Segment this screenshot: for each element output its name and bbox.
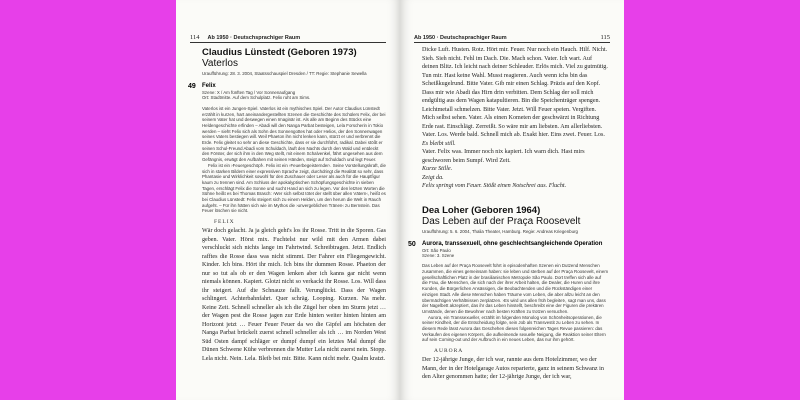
intro-paragraph: Felix ist ein ›Feuergeschöpf‹. Felix ist ein ›Feuerbegeisternder‹. Seine Vorstellungskraft, die sich in starken Bildern einer expressiven Sprache zeigt, durchdringt die Realität so sehr, dass Phantasie und Wirklichkeit sowohl für den Zuschauer oder Leser als auch für die Hauptfigur kaum zu trennen sind. Am Schluss der apokalyptischen Schöpfungsgeschichte in sieben Tagen, erschlägt Felix die Sonne und sucht Hand an sich zu legen. Vor den letzten Worten die Sühne heißt es bei Thomas Brasch: ›Wer sich selbst tötet der stellt über allen Vätern‹, heißt es bei Claudius Lünstedt: Felix steigert sich zu einem Helden, um den herum die Welt in Rauch aufgeht. – Für ihn hätten sich wie im Mythos die ›unvergeblichen Tränen‹ zu Bernstein. Das Feuer löschen sie nicht. [202,162,386,214]
play-title-right: Das Leben auf der Praça Roosevelt [422,215,581,227]
closing-line: Felix springt vom Feuer. Stößt einen Notschrei aus. Flucht. [422,183,567,189]
running-head-left [190,31,386,43]
scene-header-left [188,83,386,101]
continued-text: Dicke Luft. Husten. Rotz. Hört mir. Feuer. Nur noch ein Hauch. Hilf. Nicht. Sieh. Sieh nicht. Fehl im Dach. Die. Mach schon. Vater. Ich wart. Auf deinen Blitz. Ich leicht nach deiner Schleuder. Erlös mich. Viel zu gutmütig. Tun mir. Hast keine Wahl. Musst reagieren. Auch wenn ichs bin das Scheißkugelrund. Bitte Vater. Gib mir einen Schlag. Präzis auf den Kopf. Dass mir wie Abadi das Hirn drin verbitten. Dem Schlag der soll mich endgültig aus dem Wagen katapultieren. Bin die Speichenträger spengen. Leichtmetall schmelzen. Bitte Vater. Jetzt. Will Feuer speien. Vergiften. Mich selbst sehen. Vater. Als einen Kometen der geschwärzt in Richtung Erde rast. Einschlägt. Zerreißt. So wäre mir am liebsten. Am allerliebsten. Vater. Los. Werde bald. Schnell mich ab. Exakt hier. Eins zwei. Feuer. Los. [422,47,608,138]
author-heading-right: Dea Loher (Geboren 1964) [422,204,541,216]
scene-title-left: Felix [202,83,216,89]
page-number-right: 115 [600,34,610,41]
left-page [176,0,400,400]
scene-info-right-1: Szene: 3. Szene [422,252,455,258]
premiere-info-right: Uraufführung: 5. 6. 2004, Thalia Theater, Hamburg. Regie: Andreas Kriegenburg [422,228,578,234]
stage-direction: Es bleibt still. [422,140,456,147]
running-head-title-right: Ab 1950 · Deutschsprachiger Raum [414,35,507,41]
scene-header-right [408,240,608,259]
continued-monologue [422,46,608,191]
speaker-name-right: AURORA [434,348,464,355]
intro-paragraph: Vaterlos ist ein Jungen-Spiel. Vaterlos ist ein mythisches Spiel. Der Autor Claudius Lünstedt erzählt in kurzen, hart aneinandergestellten Szenen die Geschichte des Schülers Felix, der bei seinem Vater hat und deswegen einen Imaginär ist. Als alle am Beginn des Stücks eine Heldengeschichte erfinden – Abadi will den Nanga Parbat besteigen, Lela Forscherin in Tokio werden – sieht Felix sich als Sohn des Sonnengottes hat oder Helios, der den Sonnenwagen seines Vaters bestiegen will. Weil Phaeton ihn nicht lenken kann, stürzt er und verbrennt die Erde. Felix gleitet so sehr an diese Geschichte, dass er sie durchführt, radikal. Dabei stößt er seinen Schul-Freund Abadi vom Schuldach, läuft den Nachts durch den Wald und entdeckt den Förster, der sich ihm in den Weg stellt, mit einem Schalvenkel, fährt ungesehen aus dem Gefängnis, erwägt den Aufbahen mit seinen Händen, steigt auf Schuldach und legt Feuer. [202,105,386,163]
second-entry [408,204,608,382]
right-page [400,0,624,400]
running-head-right [414,31,610,43]
monologue-left [202,227,386,363]
author-heading-left: Claudius Lünstedt (Geboren 1973) [202,47,357,58]
scene-title-right: Aurora, transsexuell, ohne geschlechtsangleichende Operation [422,240,603,247]
scene-info-left-1: Ort: Stadtmitte. Auf dem Schulplatz. Felix ruht am Sims. [202,95,311,101]
intro-right [422,263,608,343]
play-title-left: Vaterlos [202,58,238,69]
intro-paragraph: Aurora, ein Transsexueller, erzählt im folgenden Monolog von Schönheitsoperationen, die seiner Kindheit, der die Entscheidung folgte, sein Job als Transvestit zu Leben zu sehen. In diesem Rede lässt Aurora das Geschehen dieses folgenreichen Tages Revue passieren: das Verkaufen des eigenen Körpers, die aufkeimende sexuelle Neigung, die Reaktion seiner Eltern auf sein Coming-out und der Aufbruch in ein neues Leben, das nur ihm gehört. [422,314,606,343]
page-number-left: 114 [190,34,200,41]
monologue-paragraph: Wär doch gelacht. Ja ja gleich geht's los ihr Rosse. Tritt in die Sporen. Gas geben. Vater. Hörst mix. Fuchtelst nur wild mit den Armen dabei verschluckt sich nichts lange im Fahrtwind. Schreibtragen. Jetzt. Endlich rafftes die Rosse dass was nicht stimmt. Der Fahrer ein Fliegengewicht. Kinder. Ich bins. Hört ihr mich. Ich bins ihr dummen Rosse. Phaeton der nur so tut als ob er den Wagen lenken aber ich kanns gar nicht wenn niemals können. Kapiert. Glotzt nicht so verkackt ihr Rosse. Los. Will dass ihr steigert. Auf die Schnauze fallt. Verunglückt. Dass der Wagen schlingert. Achterbahnfahrt. Quer schräg. Looping. Kurzen. Na mehr. Keine Zeit. Schnell schneller als ich die Zügel her oben im Sturm jetzt … der Wagen pest die Rosse jagen zur Erde hinten weiter hinten hinten am Horizont jetzt … Feuer Feuer Feuer da wo die Gipfel am höchsten der Nanga Parbat brückelt zuerst schnell schneller als ich … im Norden West Süd Osten dampf schläger er dumpf dumpf ein letztes Mal dumpf die Dünen Schwene Kühe verbrennen die Mutter Lela nicht zuerst nein. Stopp. Lela nicht. Nein. Lela. Bleib bei mir. Bitte. Kann nicht mehr. Qualm kratzt. [202,228,386,362]
intro-left [202,106,386,214]
scene-info-left-0: Szene: X / Am fünften Tag / Vor Sonnenaufgang [202,90,296,95]
after-text: Vater. Felix was. Immer noch nix kapiert. Ich warn dich. Hast mirs geschworen beim Sumpf. Wird Zeit. [422,149,585,164]
monologue-paragraph: Der 12-jährige Junge, der ich war, rannte aus dem Hotelzimmer, wo der Mann, der in der Hotelgarage Autos reparierte, ganz in seinem Schwanz in den Alter genommen hatte; der 12-jährige Junge, der ich war, [422,357,604,381]
scene-info-right-0: Ort: São Paulo [422,247,451,253]
monologue-right [422,356,608,382]
scene-number-right: 50 [408,240,416,248]
left-content [188,47,386,363]
premiere-info-left: Uraufführung: 28. 3. 2004, Staatsschauspiel Dresden / TT: Regie: Stephanie Sewella [202,71,367,76]
running-head-title-left: Ab 1950 · Deutschsprachiger Raum [207,35,301,41]
intro-paragraph: Das Leben auf der Praça Roosevelt führt in episodenhaften Szenen ein Dutzend Menschen zusammen, die eines gemeinsam haben: sie leben und sterben auf der Praça Roosevelt, einem gesellschaftlichen Platz in der brasilianischen Metropole São Paulo. Dort treffen sich alle auf die Frau, die Menschen, die sich nach der ihrer Arbeit halten, die Dealer, die Huren und ihre Kunden, die Bürgerlichen Ansässigen, die Beobachtenden und die Rückständigen einer einzigen Stadt. Alle diese Menschen haben Träume vom Leben, die aber allzu leicht an den übermächtigen Verhältnissen zerplatzen. ›Es wird uns allen früh begleitet‹, sagt man uns, dass der Nagelbett akzeptiert, das ihr das Leben hinstellt, beschreibt eine der Figuren die prekären Umstände, denen die Bewohner nach besten Kräften zu trotzen versuchen. [422,263,608,314]
closing-line: Zeigt da. [422,174,444,181]
closing-line: Kurze Stille. [422,166,453,172]
scene-number-left: 49 [188,83,196,90]
speaker-name-left: FELIX [214,219,235,226]
right-content [408,46,608,382]
